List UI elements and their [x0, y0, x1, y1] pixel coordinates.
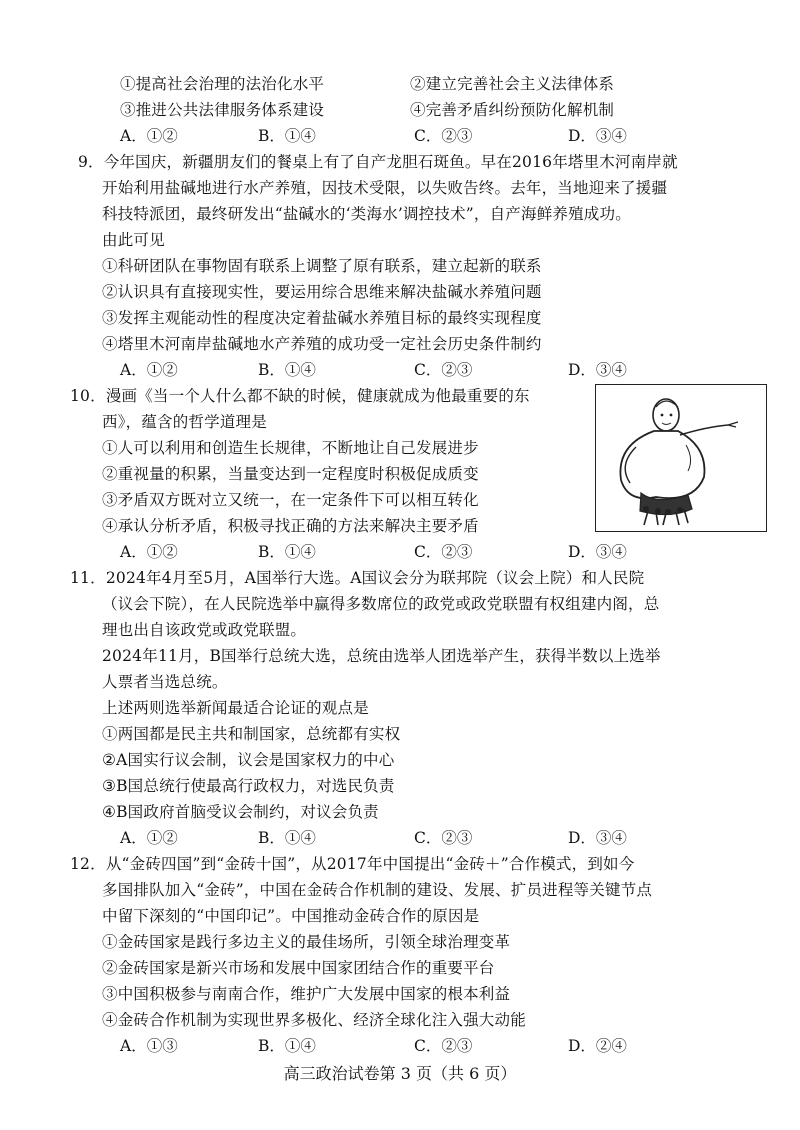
q10-stem-line-2: 西》，蕴含的哲学道理是 [102, 413, 267, 431]
q9-choice-b[interactable]: B．①④ [258, 361, 316, 379]
q12-option-3: ③中国积极参与南南合作，维护广大发展中国家的根本利益 [102, 985, 511, 1003]
q11-stem-line-4: 2024年11月，B国举行总统大选，总统由选举人团选举产生，获得半数以上选举 [102, 647, 661, 665]
q8-option-4: ④完善矛盾纠纷预防化解机制 [410, 101, 615, 119]
q11-stem-line-2: （议会下院），在人民院选举中赢得多数席位的政党或政党联盟有权组建内阁，总 [102, 595, 660, 613]
q10-choice-d[interactable]: D．③④ [568, 543, 627, 561]
q9-choice-a[interactable]: A．①② [120, 361, 178, 379]
q10-option-3: ③矛盾双方既对立又统一，在一定条件下可以相互转化 [102, 491, 479, 509]
q9-option-3: ③发挥主观能动性的程度决定着盐碱水养殖目标的最终实现程度 [102, 309, 542, 327]
q9-option-1: ①科研团队在事物固有联系上调整了原有联系，建立起新的联系 [102, 257, 542, 275]
q10-choice-c[interactable]: C．②③ [414, 543, 473, 561]
q8-option-3: ③推进公共法律服务体系建设 [120, 101, 325, 119]
q12-stem-line-1: 12．从“金砖四国”到“金砖十国”，从2017年中国提出“金砖＋”合作模式，到如今 [70, 855, 635, 873]
q12-choice-c[interactable]: C．②③ [414, 1037, 473, 1055]
q10-stem-line-1: 10．漫画《当一个人什么都不缺的时候，健康就成为他最重要的东 [70, 387, 530, 405]
q9-option-4: ④塔里木河南岸盐碱地水产养殖的成功受一定社会历史条件制约 [102, 335, 542, 353]
q9-stem-line-3: 科技特派团，最终研发出“盐碱水的‘类海水’调控技术”，自产海鲜养殖成功。 [102, 205, 631, 223]
q10-option-4: ④承认分析矛盾，积极寻找正确的方法来解决主要矛盾 [102, 517, 479, 535]
q12-choice-d[interactable]: D．②④ [568, 1037, 627, 1055]
q12-option-4: ④金砖合作机制为实现世界多极化、经济全球化注入强大动能 [102, 1011, 526, 1029]
q11-choice-b[interactable]: B．①④ [258, 829, 316, 847]
q11-stem-line-3: 理也出自该政党或政党联盟。 [102, 621, 307, 639]
q10-choice-b[interactable]: B．①④ [258, 543, 316, 561]
q11-stem-line-1: 11．2024年4月至5月，A国举行大选。A国议会分为联邦院（议会上院）和人民院 [70, 569, 645, 587]
q11-option-4: ④B国政府首脑受议会制约，对议会负责 [102, 803, 379, 821]
q12-option-2: ②金砖国家是新兴市场和发展中国家团结合作的重要平台 [102, 959, 495, 977]
page-footer: 高三政治试卷第 3 页（共 6 页） [283, 1064, 517, 1083]
cartoon-figure-icon [596, 385, 765, 530]
q9-stem-line-1: 9．今年国庆，新疆朋友们的餐桌上有了自产龙胆石斑鱼。早在2016年塔里木河南岸就 [78, 153, 678, 171]
q12-option-1: ①金砖国家是践行多边主义的最佳场所，引领全球治理变革 [102, 933, 511, 951]
q9-stem-line-4: 由此可见 [102, 231, 165, 249]
q11-choice-a[interactable]: A．①② [120, 829, 178, 847]
q11-option-1: ①两国都是民主共和制国家，总统都有实权 [102, 725, 401, 743]
q8-option-2: ②建立完善社会主义法律体系 [410, 75, 615, 93]
q11-stem-line-5: 人票者当选总统。 [102, 673, 228, 691]
q9-option-2: ②认识具有直接现实性，要运用综合思维来解决盐碱水养殖问题 [102, 283, 542, 301]
q8-choice-b[interactable]: B．①④ [258, 127, 316, 145]
q9-stem-line-2: 开始利用盐碱地进行水产养殖，因技术受限，以失败告终。去年，当地迎来了援疆 [102, 179, 668, 197]
q8-option-1: ①提高社会治理的法治化水平 [120, 75, 325, 93]
q9-choice-d[interactable]: D．③④ [568, 361, 627, 379]
q12-choice-a[interactable]: A．①③ [120, 1037, 178, 1055]
q8-choice-c[interactable]: C．②③ [414, 127, 473, 145]
q11-option-2: ②A国实行议会制，议会是国家权力的中心 [102, 751, 395, 769]
q11-option-3: ③B国总统行使最高行政权力，对选民负责 [102, 777, 395, 795]
q12-stem-line-3: 中留下深刻的“中国印记”。中国推动金砖合作的原因是 [102, 907, 480, 925]
q11-choice-d[interactable]: D．③④ [568, 829, 627, 847]
q10-option-1: ①人可以利用和创造生长规律，不断地让自己发展进步 [102, 439, 479, 457]
q11-stem-line-6: 上述两则选举新闻最适合论证的观点是 [102, 699, 369, 717]
q8-choice-a[interactable]: A．①② [120, 127, 178, 145]
q9-choice-c[interactable]: C．②③ [414, 361, 473, 379]
q11-choice-c[interactable]: C．②③ [414, 829, 473, 847]
q10-option-2: ②重视量的积累，当量变达到一定程度时积极促成质变 [102, 465, 479, 483]
q12-choice-b[interactable]: B．①④ [258, 1037, 316, 1055]
q10-choice-a[interactable]: A．①② [120, 543, 178, 561]
q8-choice-d[interactable]: D．③④ [568, 127, 627, 145]
cartoon-image [595, 384, 767, 532]
q12-stem-line-2: 多国排队加入“金砖”，中国在金砖合作机制的建设、发展、扩员进程等关键节点 [102, 881, 653, 899]
